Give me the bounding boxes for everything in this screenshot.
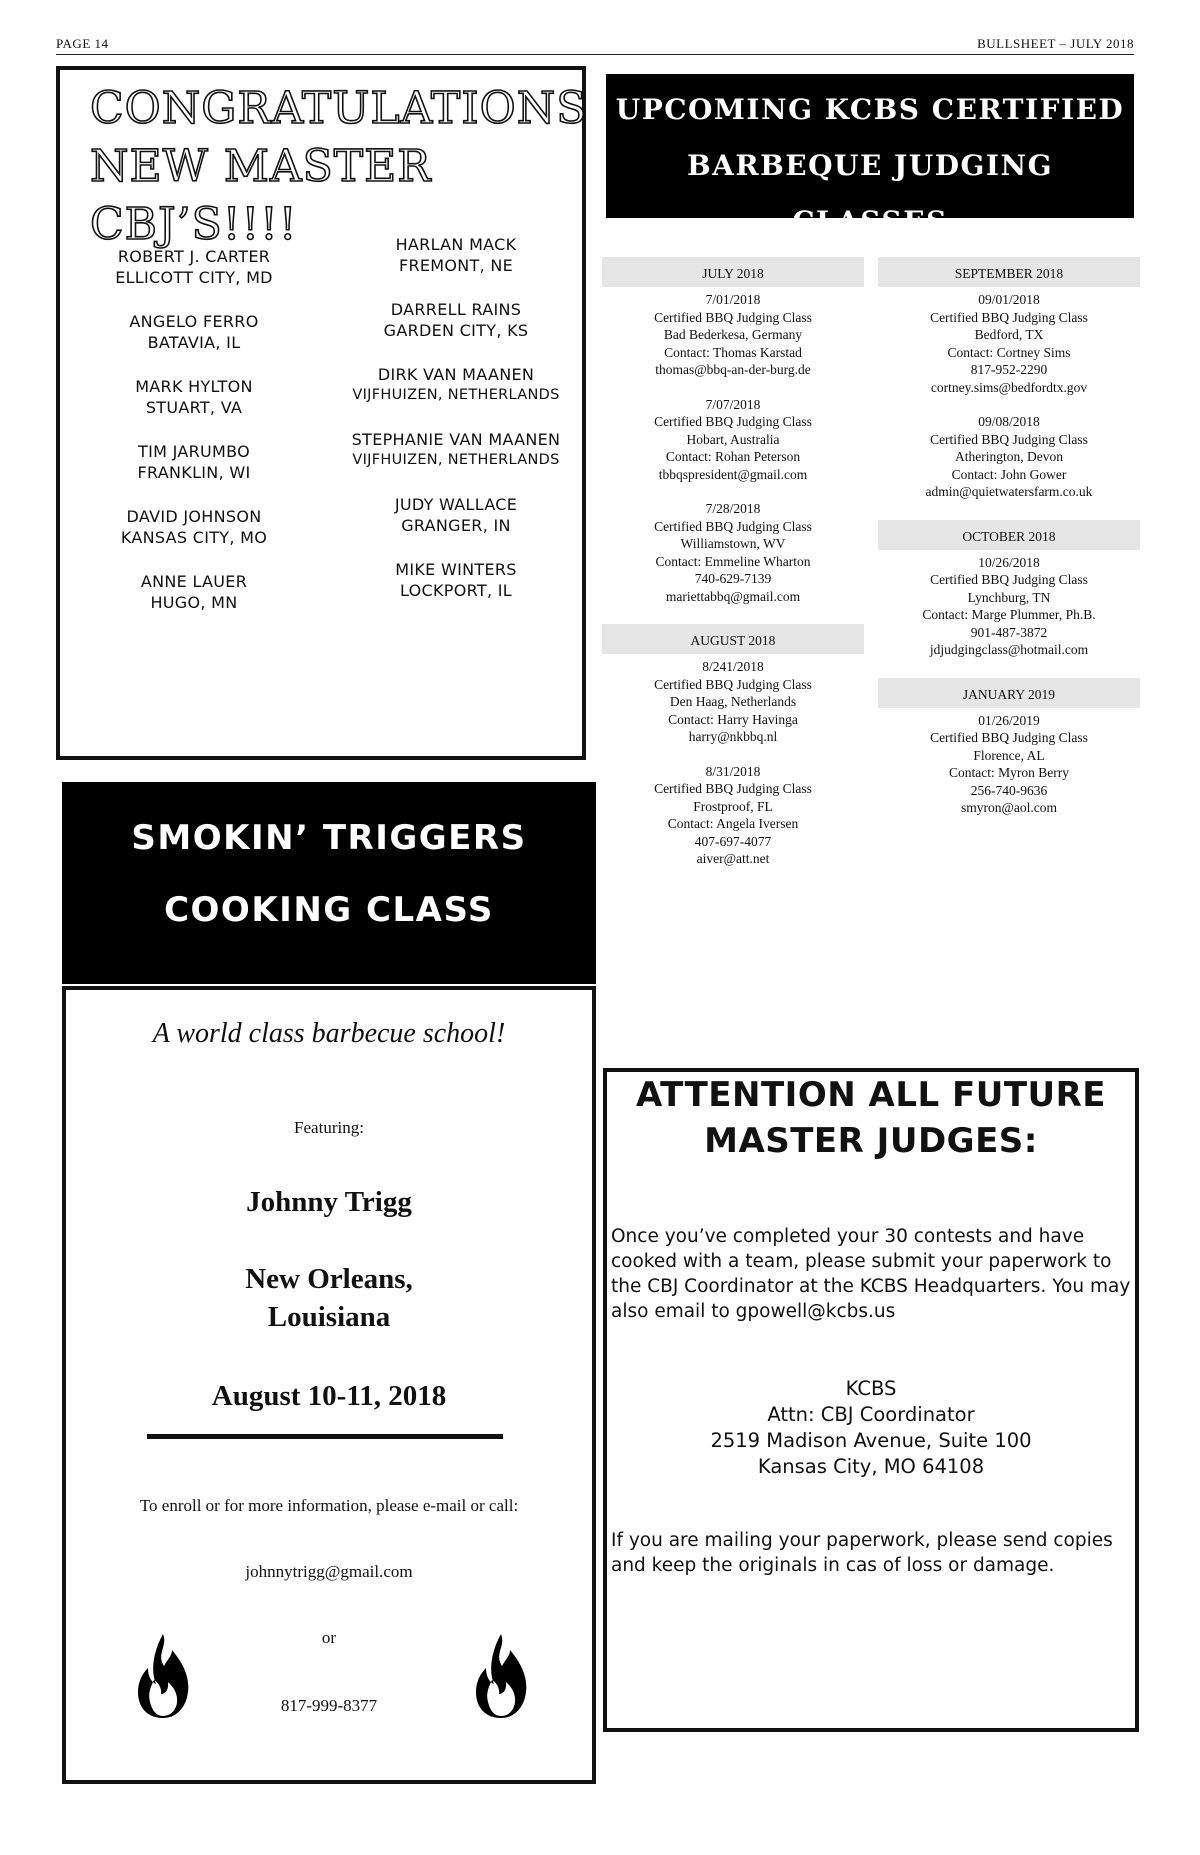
- class-entry: [602, 291, 864, 379]
- congrats-title-line1: CONGRATULATIONS: [90, 83, 588, 134]
- month-header: JULY 2018: [602, 257, 864, 287]
- judge-location: HUGO, MN: [150, 593, 238, 612]
- judge-name: DAVID JOHNSON: [126, 507, 262, 526]
- class-entry-line: Contact: Cortney Sims: [947, 344, 1071, 360]
- attention-box: [603, 1068, 1139, 1732]
- judge-entry: [332, 234, 580, 276]
- class-entry-line: Certified BBQ Judging Class: [654, 676, 812, 692]
- month-header: AUGUST 2018: [602, 624, 864, 654]
- page-header: [56, 36, 1134, 55]
- judge-name: HARLAN MACK: [395, 235, 517, 254]
- featuring-label: Featuring:: [294, 1118, 364, 1137]
- page-number: PAGE 14: [56, 36, 109, 51]
- class-entry-line: 740-629-7139: [694, 571, 772, 586]
- or-text: or: [321, 1628, 337, 1647]
- class-entry-line: 7/07/2018: [705, 396, 761, 412]
- class-entry-line: Atherington, Devon: [955, 449, 1063, 464]
- class-entry-line: 901-487-3872: [970, 624, 1048, 640]
- class-entry-line: Florence, AL: [973, 747, 1045, 763]
- class-entry-line: Contact: John Gower: [951, 466, 1067, 482]
- judge-location: GARDEN CITY, KS: [383, 321, 529, 340]
- judge-entry: [332, 494, 580, 536]
- class-entry: [878, 291, 1140, 396]
- class-entry-line: 7/28/2018: [705, 501, 761, 516]
- class-entry-line: 01/26/2019: [978, 712, 1040, 728]
- class-entry-line: Contact: Myron Berry: [949, 765, 1069, 780]
- judge-entry: [74, 246, 314, 288]
- class-entry-line: 10/26/2018: [978, 554, 1040, 570]
- judge-location: FRANKLIN, WI: [137, 463, 251, 482]
- judge-location: LOCKPORT, IL: [400, 581, 512, 600]
- class-entry-line: Certified BBQ Judging Class: [654, 309, 812, 325]
- kcbs-title-line2: BARBEQUE JUDGING CLASSES: [686, 149, 1054, 238]
- smokin-title-line1: SMOKIN’ TRIGGERS: [131, 818, 527, 858]
- class-entry-line: 256-740-9636: [970, 782, 1048, 798]
- class-entry-line: 8/31/2018: [705, 763, 761, 779]
- judge-location: FREMONT, NE: [398, 256, 514, 275]
- flame-icon: [134, 1632, 192, 1720]
- class-entry-line: jdjudgingclass@hotmail.com: [929, 642, 1089, 657]
- contact-phone[interactable]: 817-999-8377: [280, 1696, 378, 1715]
- judge-location: GRANGER, IN: [401, 516, 511, 535]
- attention-title: [607, 1072, 1135, 1164]
- class-entry-line: aiver@att.net: [696, 851, 770, 866]
- class-entry-line: Certified BBQ Judging Class: [654, 781, 812, 796]
- class-entry: [878, 554, 1140, 659]
- spacer: [878, 834, 1140, 836]
- congrats-title-line2: NEW MASTER CBJ’S!!!!: [90, 141, 432, 250]
- class-entry-line: Contact: Thomas Karstad: [664, 344, 802, 360]
- attention-title-line2: MASTER JUDGES:: [704, 1121, 1038, 1161]
- featured-location: [66, 1260, 592, 1336]
- kcbs-classes-banner: [606, 74, 1134, 238]
- class-entry: [878, 712, 1140, 817]
- names-column-left: [74, 246, 314, 636]
- class-entry-line: Den Haag, Netherlands: [669, 694, 797, 709]
- class-entry: [602, 763, 864, 868]
- judge-entry: [332, 559, 580, 601]
- attention-title-line1: ATTENTION ALL FUTURE: [635, 1075, 1107, 1115]
- judge-location: VIJFHUIZEN, NETHERLANDS: [352, 452, 560, 468]
- judge-location: KANSAS CITY, MO: [120, 528, 268, 547]
- class-entry-line: 09/08/2018: [978, 414, 1040, 429]
- address-line: Attn: CBJ Coordinator: [767, 1403, 975, 1426]
- class-entry: [602, 500, 864, 605]
- mailing-note: If you are mailing your paperwork, please send copies and keep the originals in cas of loss or damage.: [611, 1530, 1113, 1576]
- spacer: [602, 885, 864, 887]
- classes-column-right: [878, 257, 1140, 836]
- class-entry: [878, 413, 1140, 501]
- judge-location: ELLICOTT CITY, MD: [115, 268, 273, 287]
- class-entry-line: Certified BBQ Judging Class: [930, 309, 1088, 325]
- class-entry-line: Frostproof, FL: [693, 798, 773, 814]
- judge-name: STEPHANIE VAN MAANEN: [351, 430, 561, 449]
- smokin-triggers-box: [62, 986, 596, 1784]
- judge-location: STUART, VA: [145, 398, 243, 417]
- class-entry-line: mariettabbq@gmail.com: [665, 588, 801, 604]
- address-line: Kansas City, MO 64108: [757, 1455, 985, 1478]
- instructions-paragraph: Once you’ve completed your 30 contests and have cooked with a team, please submit your paperwork to the CBJ Coordinator at the KCBS Headquarters. You may also email to gpowell@kcbs.us: [611, 1226, 1131, 1322]
- judge-name: ANGELO FERRO: [129, 312, 259, 331]
- contact-email[interactable]: johnnytrigg@gmail.com: [245, 1562, 413, 1581]
- class-entry-line: Lynchburg, TN: [967, 589, 1051, 605]
- judge-entry: [74, 311, 314, 353]
- featured-name: Johnny Trigg: [246, 1186, 412, 1218]
- class-entry-line: 7/01/2018: [705, 292, 761, 307]
- judge-name: TIM JARUMBO: [138, 442, 250, 461]
- judge-location: VIJFHUIZEN, NETHERLANDS: [352, 387, 560, 403]
- class-entry-line: Bedford, TX: [974, 327, 1044, 342]
- class-entry-line: 407-697-4077: [694, 833, 772, 849]
- judge-location: BATAVIA, IL: [147, 333, 241, 352]
- judge-entry: [332, 299, 580, 341]
- class-entry-line: harry@nkbbq.nl: [688, 729, 778, 744]
- address-line: 2519 Madison Avenue, Suite 100: [710, 1429, 1032, 1452]
- class-entry-line: Certified BBQ Judging Class: [930, 730, 1088, 745]
- class-entry-line: 09/01/2018: [978, 292, 1040, 307]
- congrats-title: [90, 80, 588, 254]
- class-entry-line: Certified BBQ Judging Class: [654, 518, 812, 534]
- month-header: JANUARY 2019: [878, 678, 1140, 708]
- class-entry-line: Contact: Angela Iversen: [667, 816, 799, 831]
- flame-icon: [472, 1632, 530, 1720]
- class-entry-line: 817-952-2290: [970, 362, 1048, 377]
- month-header: OCTOBER 2018: [878, 520, 1140, 550]
- class-entry-line: Williamstown, WV: [680, 536, 786, 551]
- judge-entry: [332, 364, 580, 406]
- judge-name: MARK HYLTON: [135, 377, 253, 396]
- class-entry-line: cortney.sims@bedfordtx.gov: [930, 379, 1088, 395]
- class-entry-line: Certified BBQ Judging Class: [930, 431, 1088, 447]
- divider: [147, 1434, 503, 1439]
- class-entry-line: Hobart, Australia: [686, 431, 780, 447]
- month-header: SEPTEMBER 2018: [878, 257, 1140, 287]
- judge-name: JUDY WALLACE: [394, 495, 518, 514]
- enroll-text: To enroll or for more information, please e-mail or call:: [139, 1496, 519, 1515]
- class-entry-line: tbbqspresident@gmail.com: [658, 466, 808, 482]
- address-line: KCBS: [845, 1377, 897, 1400]
- class-entry-line: Bad Bederkesa, Germany: [663, 327, 803, 342]
- judge-name: ROBERT J. CARTER: [117, 247, 271, 266]
- class-entry-line: 8/241/2018: [702, 659, 764, 674]
- event-date: August 10-11, 2018: [211, 1380, 447, 1412]
- judge-entry: [332, 429, 580, 471]
- class-entry-line: thomas@bbq-an-der-burg.de: [655, 362, 811, 377]
- congrats-box: [56, 66, 586, 760]
- kcbs-title-line1: UPCOMING KCBS CERTIFIED: [615, 93, 1125, 126]
- judge-name: MIKE WINTERS: [395, 560, 517, 579]
- class-entry-line: Certified BBQ Judging Class: [654, 414, 812, 429]
- judge-name: ANNE LAUER: [140, 572, 248, 591]
- class-entry: [602, 658, 864, 746]
- class-entry-line: Contact: Emmeline Wharton: [655, 553, 811, 569]
- smokin-title-line2: COOKING CLASS: [164, 890, 494, 930]
- class-entry-line: smyron@aol.com: [960, 800, 1058, 815]
- judge-entry: [74, 571, 314, 613]
- class-entry-line: Contact: Marge Plummer, Ph.B.: [922, 607, 1096, 622]
- judge-name: DIRK VAN MAANEN: [377, 365, 535, 384]
- class-entry-line: Certified BBQ Judging Class: [930, 572, 1088, 587]
- class-entry-line: admin@quietwatersfarm.co.uk: [925, 484, 1093, 499]
- classes-column-left: [602, 257, 864, 887]
- judge-name: DARRELL RAINS: [390, 300, 522, 319]
- tagline: A world class barbecue school!: [152, 1018, 506, 1049]
- judge-entry: [74, 376, 314, 418]
- location-line2: Louisiana: [267, 1301, 391, 1333]
- location-line1: New Orleans,: [245, 1263, 413, 1295]
- publication-title: BULLSHEET – JULY 2018: [977, 36, 1134, 51]
- smokin-triggers-banner: [62, 782, 596, 984]
- class-entry: [602, 396, 864, 484]
- names-column-right: [332, 234, 580, 624]
- class-entry-line: Contact: Harry Havinga: [668, 711, 798, 727]
- judge-entry: [74, 441, 314, 483]
- mailing-address: [607, 1376, 1135, 1480]
- class-entry-line: Contact: Rohan Peterson: [665, 449, 801, 464]
- judge-entry: [74, 506, 314, 548]
